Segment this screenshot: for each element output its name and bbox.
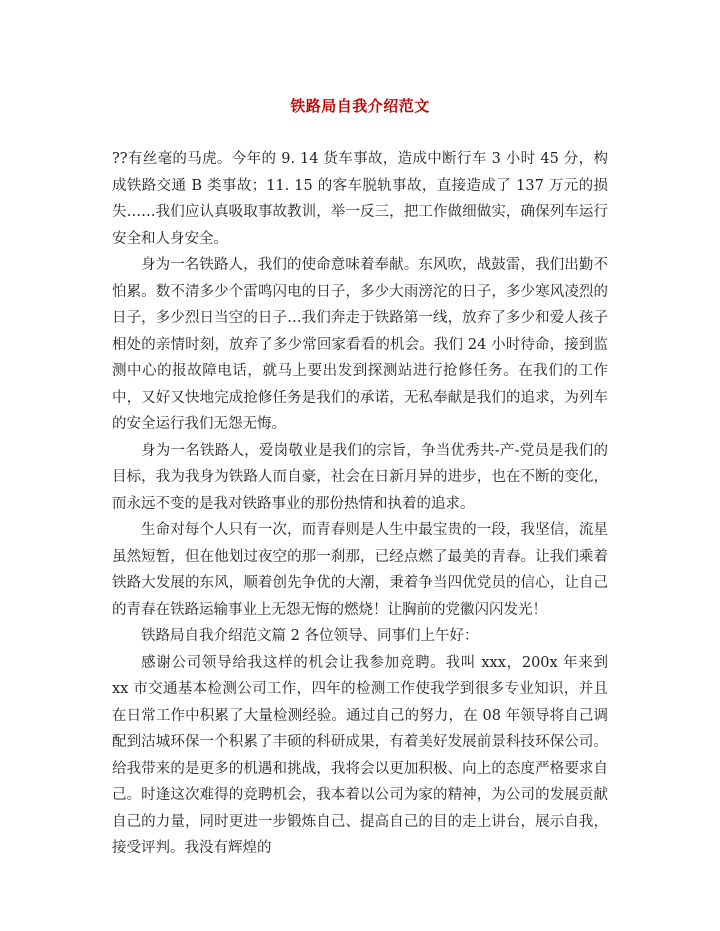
paragraph-4: 生命对每个人只有一次，而青春则是人生中最宝贵的一段，我坚信，流星虽然短暂，但在他划过夜空的那一刹那，已经点燃了最美的青春。让我们乘着铁路大发展的东风，顺着创先争优的大潮，秉着争当四优党员的信心，让自己的青春在铁路运输事业上无怨无悔的燃烧！让胸前的党徽闪闪发光！	[112, 522, 608, 618]
document-body	[112, 146, 608, 862]
paragraph-3: 身为一名铁路人，爱岗敬业是我们的宗旨，争当优秀共-产-党员是我们的目标，我为我身为铁路人而自豪，社会在日新月异的进步，也在不断的变化，而永远不变的是我对铁路事业的那份热情和执着的追求。	[112, 442, 608, 512]
paragraph-2: 身为一名铁路人，我们的使命意味着奉献。东风吹，战鼓雷，我们出勤不怕累。数不清多少个雷鸣闪电的日子，多少大雨滂沱的日子，多少寒风凌烈的日子，多少烈日当空的日子…我们奔走于铁路第一线，放弃了多少和爱人孩子相处的亲情时刻，放弃了多少常回家看看的机会。我们 24 小时待命，接到监测中心的报故障电话，就马上要出发到探测站进行抢修任务。在我们的工作中，又好又快地完成抢修任务是我们的承诺，无私奉献是我们的追求，为列车的安全运行我们无怨无悔。	[112, 257, 608, 432]
document-title: 铁路局自我介绍范文	[290, 97, 430, 115]
paragraph-1: ??有丝毫的马虎。今年的 9. 14 货车事故，造成中断行车 3 小时 45 分，构成铁路交通 B 类事故；11. 15 的客车脱轨事故，直接造成了 137 万元的损失……我们应认真吸取事故教训，举一反三，把工作做细做实，确保列车运行安全和人身安全。	[112, 151, 608, 247]
paragraph-6: 感谢公司领导给我这样的机会让我参加竞聘。我叫 xxx，200x 年来到 xx 市交通基本检测公司工作，四年的检测工作使我学到很多专业知识，并且在日常工作中积累了大量检测经验。通过自己的努力，在 08 年领导将自己调配到沽城环保一个积累了丰硕的科研成果，有着美好发展前景科技环保公司。给我带来的是更多的机遇和挑战，我将会以更加积极、向上的态度严格要求自己。时逢这次难得的竞聘机会，我本着以公司为家的精神，为公司的发展贡献自己的力量，同时更进一步锻炼自己、提高自己的目的走上讲台，展示自我，接受评判。我没有辉煌的	[112, 654, 608, 856]
paragraph-5: 铁路局自我介绍范文篇 2 各位领导、同事们上午好：	[141, 628, 479, 644]
